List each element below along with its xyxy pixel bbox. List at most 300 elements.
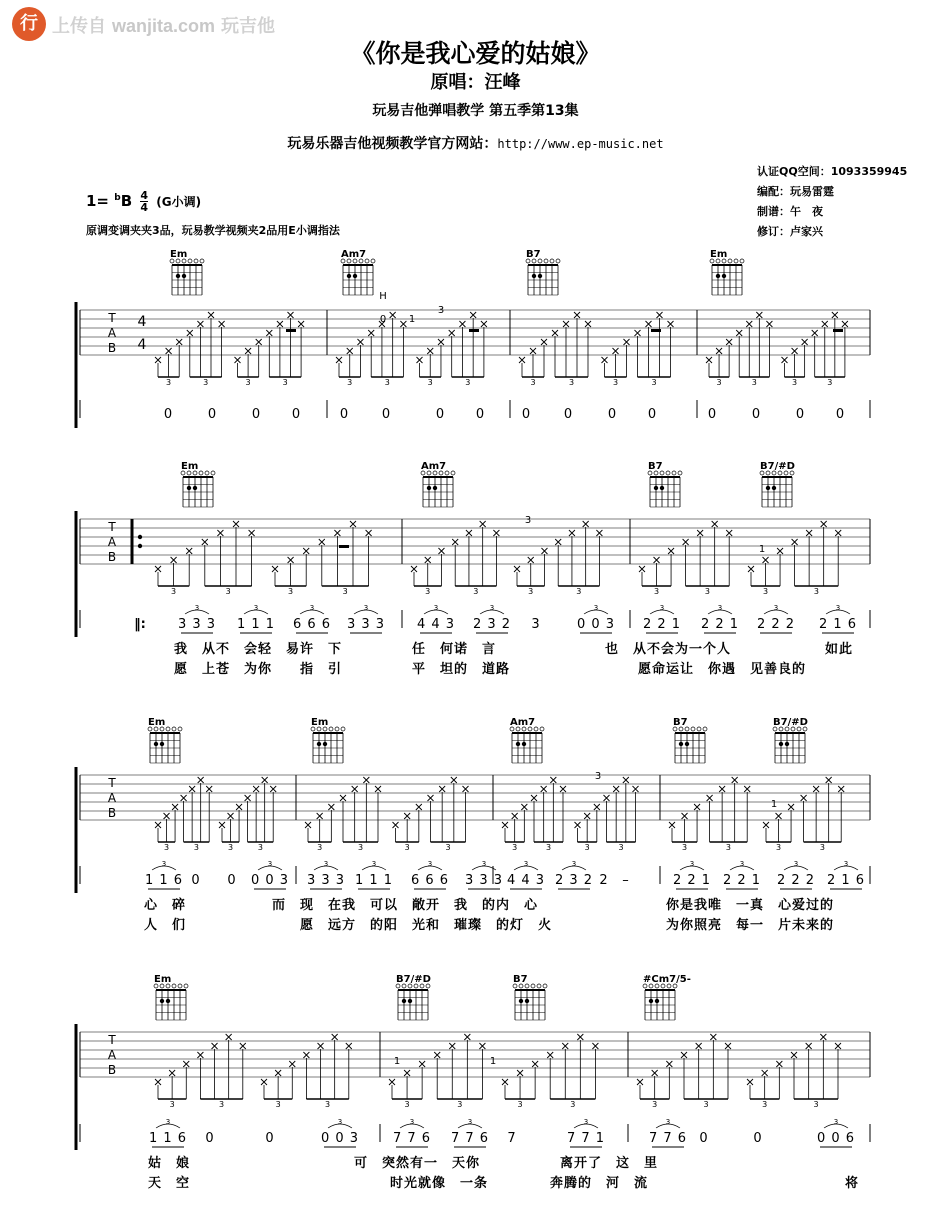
key-note: B	[120, 192, 133, 210]
tab-note	[555, 539, 561, 545]
triplet-mark: 3	[473, 587, 479, 596]
tab-note	[596, 530, 602, 536]
tab-note	[541, 339, 547, 345]
chord-name: B7	[673, 717, 688, 728]
jianpu-note: 2	[599, 873, 609, 888]
triplet-mark: 3	[593, 604, 599, 612]
triplet-mark: 3	[813, 587, 819, 596]
finger-dot	[176, 274, 180, 278]
jianpu-note: 2 3 2	[554, 873, 594, 888]
tab-note	[502, 1079, 508, 1085]
triplet-mark: 3	[813, 1100, 819, 1109]
jianpu-note: 0	[227, 873, 237, 888]
triplet-mark: 3	[227, 843, 234, 852]
tab-note	[389, 1079, 395, 1085]
triplet-mark: 3	[739, 860, 745, 868]
tab-label-t: T	[108, 776, 116, 790]
tab-note	[303, 548, 309, 554]
tab-note	[275, 1070, 281, 1076]
tab-note	[434, 1052, 440, 1058]
triplet-mark: 3	[384, 378, 390, 387]
lyric-line-1: 你是我唯 一真 心爱过的	[666, 898, 835, 913]
jianpu-note: –	[622, 873, 630, 888]
tab-note	[668, 321, 674, 327]
tab-note	[806, 530, 812, 536]
tab-note	[725, 1043, 731, 1049]
lyric-line-1: 可 突然有一 天你	[354, 1156, 481, 1171]
finger-dot	[655, 999, 659, 1003]
tab-note	[842, 321, 848, 327]
tab-note	[466, 530, 472, 536]
tab-note	[512, 813, 518, 819]
open-string-mark	[341, 727, 345, 731]
open-string-mark	[178, 984, 182, 988]
finger-dot	[649, 999, 653, 1003]
jianpu-note: 0	[207, 407, 217, 422]
triplet-mark: 3	[762, 587, 769, 596]
jianpu-note: 3	[531, 617, 541, 632]
open-string-mark	[371, 259, 375, 263]
tab-note	[762, 1070, 768, 1076]
tab-note	[592, 1043, 598, 1049]
tab-note	[763, 557, 769, 563]
half-rest	[833, 329, 843, 332]
lyric-line-1: 而 现 在我 可以 敞开 我 的内 心	[272, 898, 539, 913]
open-string-mark	[178, 727, 182, 731]
triplet-mark: 3	[489, 604, 495, 612]
finger-dot	[766, 486, 770, 490]
tab-note	[169, 1070, 175, 1076]
tab-note	[155, 822, 161, 828]
tab-note	[744, 786, 750, 792]
jianpu-note: 1 1 6	[144, 873, 184, 888]
lyric-line-2: 愿 远方 的阳 光和 璀璨 的灯 火	[300, 918, 553, 933]
tab-note	[748, 566, 754, 572]
tab-note	[652, 1070, 658, 1076]
finger-dot	[538, 274, 542, 278]
tab-note	[577, 1034, 583, 1040]
triplet-mark: 3	[171, 587, 177, 596]
jianpu-note: 0	[607, 407, 617, 422]
tab-note	[502, 822, 508, 828]
tab-note	[416, 804, 422, 810]
triplet-mark: 3	[253, 604, 259, 612]
jianpu-note: 0	[163, 407, 173, 422]
finger-dot	[187, 486, 191, 490]
tab-note	[694, 804, 700, 810]
tab-note	[350, 521, 356, 527]
lyric-line-2: 愿命运让 你遇 见善良的	[638, 662, 807, 677]
jianpu-note: 0	[191, 873, 201, 888]
open-string-mark	[666, 471, 670, 475]
tab-note	[261, 1079, 267, 1085]
open-string-mark	[672, 471, 676, 475]
lyric-line-2: 人 们	[144, 918, 187, 933]
triplet-mark: 3	[835, 604, 841, 612]
open-string-mark	[703, 727, 707, 731]
finger-dot	[679, 742, 683, 746]
jianpu-note: 0	[265, 1131, 275, 1146]
open-string-mark	[556, 259, 560, 263]
lyric-line-1: 如此	[825, 642, 854, 657]
tab-note	[346, 1043, 352, 1049]
triplet-mark: 3	[775, 843, 782, 852]
open-string-mark	[691, 727, 695, 731]
jianpu-note: 2 2 2	[776, 873, 816, 888]
triplet-mark: 3	[716, 378, 722, 387]
triplet-mark: 3	[404, 1100, 410, 1109]
half-rest	[339, 545, 349, 548]
tab-note	[332, 1034, 338, 1040]
lyric-line-2: 奔腾的 河 流	[550, 1176, 649, 1191]
jianpu-note: 6 6 6	[410, 873, 450, 888]
jianpu-note: 2 3 2	[472, 617, 512, 632]
tab-note	[197, 321, 203, 327]
tab-note	[782, 357, 788, 363]
tab-note	[682, 813, 688, 819]
chord-name: B7	[513, 974, 528, 985]
open-string-mark	[543, 984, 547, 988]
finger-dot	[182, 274, 186, 278]
jianpu-note: 0	[699, 1131, 709, 1146]
credit-qq: 认证QQ空间：1093359945	[757, 165, 908, 178]
tab-note	[303, 1052, 309, 1058]
tab-note	[792, 348, 798, 354]
triplet-mark: 3	[267, 860, 273, 868]
jianpu-note: 3 3 3	[177, 617, 217, 632]
repeat-dot	[138, 535, 142, 539]
song-title: 《你是我心爱的姑娘》	[350, 39, 601, 68]
finger-dot	[685, 742, 689, 746]
tab-note	[270, 786, 276, 792]
tab-note	[777, 548, 783, 554]
jianpu-note: 0	[751, 407, 761, 422]
open-string-mark	[335, 727, 339, 731]
open-string-mark	[451, 471, 455, 475]
triplet-mark: 3	[169, 1100, 175, 1109]
tab-note	[208, 312, 214, 318]
triplet-mark: 3	[612, 378, 619, 387]
tab-note	[249, 530, 255, 536]
tab-note	[245, 348, 251, 354]
triplet-mark: 3	[467, 1118, 473, 1126]
tab-note	[318, 1043, 324, 1049]
chord-name: Am7	[341, 249, 367, 260]
triplet-mark: 3	[793, 860, 799, 868]
jianpu-note: 2 2 1	[700, 617, 740, 632]
tab-note	[541, 548, 547, 554]
tab-note	[340, 795, 346, 801]
tab-note	[635, 330, 641, 336]
tab-note	[547, 1052, 553, 1058]
tab-note	[646, 321, 652, 327]
tab-note	[219, 822, 225, 828]
tab-note	[459, 321, 465, 327]
jianpu-note: 7 7 1	[566, 1131, 606, 1146]
tab-note	[411, 566, 417, 572]
jianpu-note: 3 3 3	[346, 617, 386, 632]
triplet-mark: 3	[166, 378, 172, 387]
chord-name: B7/#D	[760, 461, 795, 472]
finger-dot	[402, 999, 406, 1003]
tab-note	[427, 348, 433, 354]
triplet-mark: 3	[225, 587, 231, 596]
triplet-mark: 3	[371, 860, 377, 868]
tab-note	[788, 804, 794, 810]
tab-note	[763, 822, 769, 828]
tab-note	[613, 786, 619, 792]
finger-dot	[193, 486, 197, 490]
tab-note	[697, 530, 703, 536]
tab-note	[404, 1070, 410, 1076]
lyric-line-2: 将	[845, 1176, 860, 1191]
site-url: http://www.ep-music.net	[497, 137, 664, 151]
tab-note	[528, 557, 534, 563]
tab-note	[438, 548, 444, 554]
tab-note	[822, 321, 828, 327]
jianpu-note: 0	[205, 1131, 215, 1146]
triplet-mark: 3	[347, 378, 353, 387]
tab-note	[277, 321, 283, 327]
tab-note	[289, 1061, 295, 1067]
tab-note	[233, 521, 239, 527]
tab-label-t: T	[108, 1033, 116, 1047]
tab-label-b: B	[107, 806, 117, 820]
open-string-mark	[537, 984, 541, 988]
fret-number: 1	[408, 314, 416, 325]
tab-note	[584, 813, 590, 819]
tab-note	[517, 1070, 523, 1076]
triplet-mark: 3	[584, 843, 590, 852]
open-string-mark	[211, 471, 215, 475]
jianpu-note: 0	[753, 1131, 763, 1146]
tab-note	[183, 1061, 189, 1067]
tab-note	[363, 777, 369, 783]
triplet-mark: 3	[751, 378, 757, 387]
tab-note	[521, 804, 527, 810]
triplet-mark: 3	[275, 1100, 281, 1109]
jianpu-note: 0	[251, 407, 261, 422]
tab-note	[176, 339, 182, 345]
triplet-mark: 3	[309, 604, 315, 612]
credit-arranger: 编配：玩易雷霆	[757, 185, 834, 198]
lyric-line-2: 平 坦的 道路	[412, 662, 511, 677]
open-string-mark	[540, 727, 544, 731]
jianpu-note: 0	[563, 407, 573, 422]
jianpu-note: 7	[507, 1131, 517, 1146]
jianpu-note: 6 6 6	[292, 617, 332, 632]
tab-note	[366, 530, 372, 536]
tab-note	[317, 813, 323, 819]
key-prefix: 1=	[86, 192, 110, 210]
chord-name: Am7	[510, 717, 536, 728]
triplet-mark: 3	[325, 1100, 331, 1109]
tab-note	[669, 822, 675, 828]
triplet-mark: 3	[404, 843, 410, 852]
tab-note	[707, 795, 713, 801]
singer-line: 原唱：汪峰	[430, 72, 521, 93]
tab-note	[390, 312, 396, 318]
finger-dot	[532, 274, 536, 278]
tab-note	[172, 804, 178, 810]
triplet-mark: 3	[528, 587, 534, 596]
tab-note	[639, 566, 645, 572]
triplet-mark: 3	[651, 378, 657, 387]
tab-note	[806, 1043, 812, 1049]
tab-note	[217, 530, 223, 536]
open-string-mark	[678, 471, 682, 475]
key-flat: b	[114, 193, 121, 203]
jianpu-note: 0	[647, 407, 657, 422]
tab-note	[428, 795, 434, 801]
tab-label-a: A	[107, 791, 117, 805]
tab-time-den: 4	[137, 337, 147, 353]
tab-note	[266, 330, 272, 336]
jianpu-note: 2 2 1	[642, 617, 682, 632]
triplet-mark: 3	[481, 860, 487, 868]
triplet-mark: 3	[725, 843, 731, 852]
jianpu-note: 4 4 3	[416, 617, 456, 632]
triplet-mark: 3	[523, 860, 529, 868]
finger-dot	[353, 274, 357, 278]
finger-dot	[433, 486, 437, 490]
triplet-mark: 3	[576, 587, 582, 596]
triplet-mark: 3	[457, 1100, 463, 1109]
tab-note	[623, 777, 629, 783]
tab-note	[375, 786, 381, 792]
repeat-dot	[138, 544, 142, 548]
chord-name: Em	[170, 249, 188, 260]
jianpu-note: 0	[835, 407, 845, 422]
tab-note	[666, 1061, 672, 1067]
open-string-mark	[172, 727, 176, 731]
tab-note	[792, 539, 798, 545]
triplet-mark: 3	[425, 587, 431, 596]
triplet-mark: 3	[288, 587, 294, 596]
tab-note	[236, 804, 242, 810]
triplet-mark: 3	[219, 1100, 225, 1109]
open-string-mark	[734, 259, 738, 263]
triplet-mark: 3	[665, 1118, 671, 1126]
tab-note	[766, 321, 772, 327]
tab-note	[186, 548, 192, 554]
chord-name: B7	[526, 249, 541, 260]
tab-note	[801, 795, 807, 801]
chord-name: Am7	[421, 461, 447, 472]
fret-number: 3	[524, 515, 532, 526]
tab-note	[240, 1043, 246, 1049]
triplet-mark: 3	[717, 604, 723, 612]
lyric-line-1: 我 从不 会轻 易许 下	[174, 642, 343, 657]
triplet-mark: 3	[653, 587, 660, 596]
tab-note	[552, 330, 558, 336]
tab-note	[400, 321, 406, 327]
tab-label-b: B	[107, 550, 117, 564]
finger-dot	[408, 999, 412, 1003]
tab-note	[334, 530, 340, 536]
chord-name: B7/#D	[396, 974, 431, 985]
key-mode: (G小调)	[156, 195, 202, 209]
tab-note	[832, 312, 838, 318]
tab-note	[736, 330, 742, 336]
triplet-mark: 3	[193, 843, 199, 852]
tab-note	[212, 1043, 218, 1049]
jianpu-note: 7 7 6	[450, 1131, 490, 1146]
finger-dot	[519, 999, 523, 1003]
tab-note	[746, 321, 752, 327]
jianpu-note: 2 1 6	[818, 617, 858, 632]
tab-note	[262, 777, 268, 783]
finger-dot	[154, 742, 158, 746]
triplet-mark: 3	[445, 843, 451, 852]
tab-note	[562, 1043, 568, 1049]
tab-note	[668, 548, 674, 554]
tab-note	[681, 1052, 687, 1058]
tab-note	[719, 786, 725, 792]
chord-name: Em	[148, 717, 166, 728]
triplet-mark: 3	[583, 1118, 589, 1126]
chord-name: B7/#D	[773, 717, 808, 728]
open-string-mark	[697, 727, 701, 731]
tab-note	[298, 321, 304, 327]
tab-note	[531, 795, 537, 801]
lyric-line-2: 时光就像 一条	[390, 1176, 489, 1191]
tab-note	[245, 795, 251, 801]
fret-number: 1	[393, 1056, 401, 1067]
lyric-line-2: 为你照亮 每一 片未来的	[666, 918, 835, 933]
open-string-mark	[194, 259, 198, 263]
triplet-mark: 3	[337, 1118, 343, 1126]
triplet-mark: 3	[819, 843, 825, 852]
tab-note	[272, 566, 278, 572]
tab-note	[624, 339, 630, 345]
tab-note	[585, 321, 591, 327]
jianpu-note: 0 0 3	[576, 617, 616, 632]
open-string-mark	[166, 727, 170, 731]
fret-number: 3	[437, 305, 445, 316]
tab-note	[419, 1061, 425, 1067]
finger-dot	[160, 999, 164, 1003]
triplet-mark: 3	[843, 860, 849, 868]
tab-note	[657, 312, 663, 318]
triplet-mark: 3	[512, 843, 518, 852]
tab-note	[726, 530, 732, 536]
tab-note	[776, 813, 782, 819]
triplet-mark: 3	[833, 1118, 839, 1126]
tab-note	[288, 557, 294, 563]
triplet-mark: 3	[427, 378, 433, 387]
tab-note	[305, 822, 311, 828]
tab-note	[438, 339, 444, 345]
tab-note	[683, 539, 689, 545]
watermark-right: 玩吉他	[221, 16, 276, 37]
tab-note	[463, 786, 469, 792]
jianpu-note: 1 1 1	[354, 873, 394, 888]
watermark-site: wanjita.com	[112, 16, 216, 36]
tab-label-t: T	[108, 520, 116, 534]
tab-note	[357, 339, 363, 345]
open-string-mark	[205, 471, 209, 475]
lyric-line-2: 天 空	[148, 1176, 191, 1191]
triplet-mark: 3	[571, 860, 577, 868]
tab-note	[712, 521, 718, 527]
jianpu-note: 2 2 2	[756, 617, 796, 632]
tab-note	[449, 330, 455, 336]
jianpu-note: 2 1 6	[826, 873, 866, 888]
triplet-mark: 3	[545, 843, 552, 852]
jianpu-note: 0 0 3	[250, 873, 290, 888]
fret-number: 1	[489, 1056, 497, 1067]
